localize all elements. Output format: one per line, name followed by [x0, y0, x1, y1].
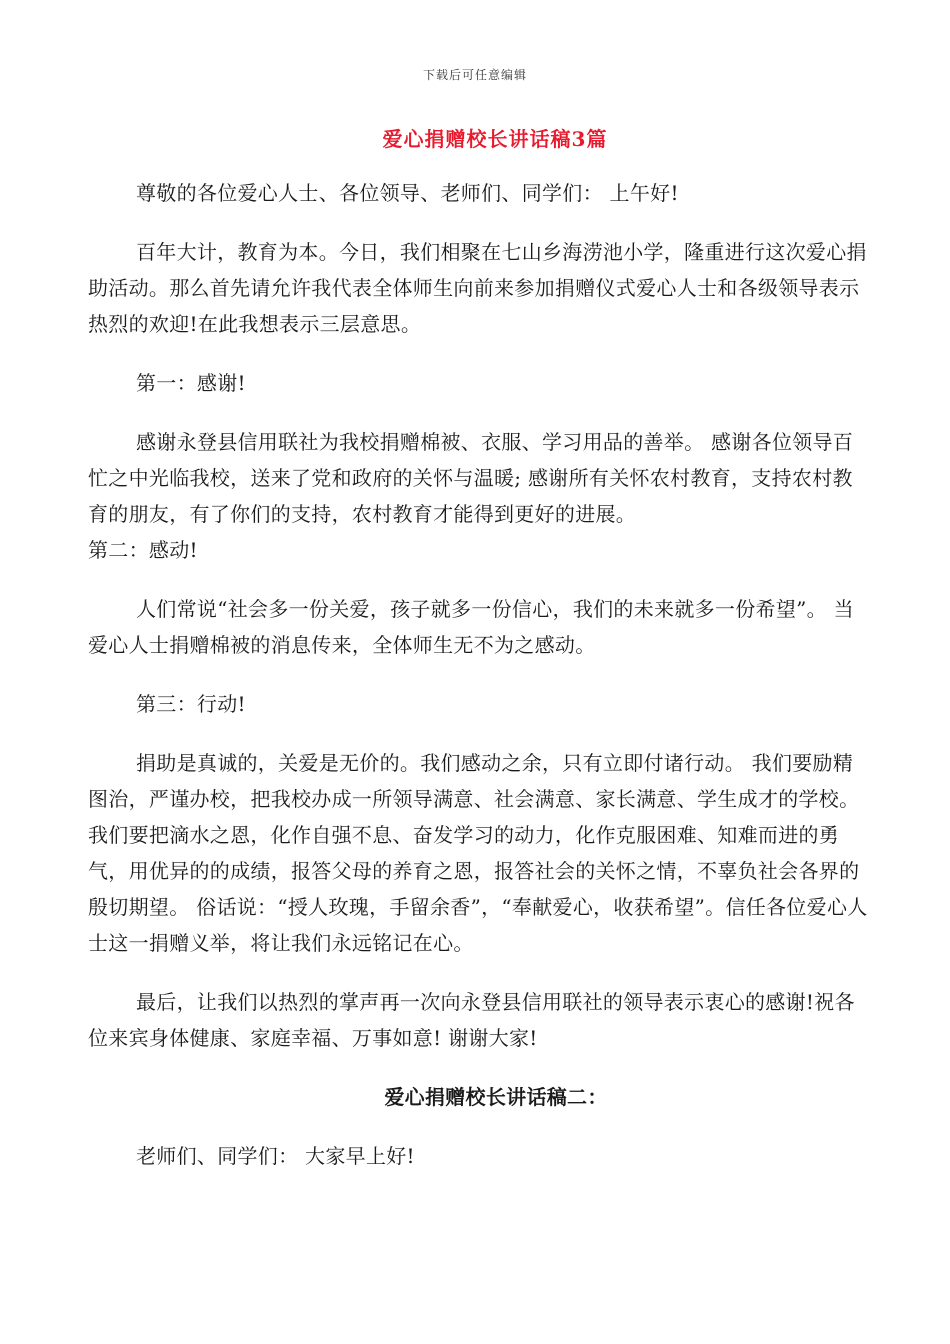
heading-first: 第一：感谢!: [136, 371, 246, 395]
paragraph-intro: 百年大计，教育为本。今日，我们相聚在七山乡海涝池小学，隆重进行这次爱心捐助活动。那么首先请允许我代表全体师生向前来参加捐赠仪式爱心人士和各级领导表示热烈的欢迎!在此我想表示三层意思。: [88, 240, 867, 336]
document-title: 爱心捐赠校长讲话稿3篇: [382, 127, 608, 151]
section-two-title: 爱心捐赠校长讲话稿二：: [384, 1085, 608, 1109]
paragraph-greeting: 尊敬的各位爱心人士、各位领导、老师们、同学们： 上午好!: [136, 181, 679, 205]
heading-second: 第二：感动!: [88, 538, 198, 562]
paragraph-closing: 最后，让我们以热烈的掌声再一次向永登县信用联社的领导表示衷心的感谢!祝各位来宾身体健康、家庭幸福、万事如意! 谢谢大家!: [88, 990, 855, 1050]
heading-third: 第三：行动!: [136, 692, 246, 716]
header-note: 下载后可任意编辑: [422, 68, 527, 82]
paragraph-action: 捐助是真诚的，关爱是无价的。我们感动之余，只有立即付诸行动。 我们要励精图治，严谨办校，把我校办成一所领导满意、社会满意、家长满意、学生成才的学校。 我们要把滴水之恩，化作自强不息、奋发学习的动力，化作克服困难、知难而进的勇气，用优异的的成绩，报答父母的养育之恩，报答社会的关怀之情，不辜负社会各界的殷切期望。 俗话说：“授人玫瑰，手留余香”，“奉献爱心，收获希望”。信任各位爱心人士这一捐赠义举，将让我们永远铭记在心。: [88, 751, 868, 955]
paragraph-thanks: 感谢永登县信用联社为我校捐赠棉被、衣服、学习用品的善举。 感谢各位领导百忙之中光临我校，送来了党和政府的关怀与温暖; 感谢所有关怀农村教育，支持农村教育的朋友，有了你们的支持，农村教育才能得到更好的进展。: [88, 430, 854, 526]
paragraph-moved: 人们常说“社会多一份关爱，孩子就多一份信心，我们的未来就多一份希望”。 当爱心人士捐赠棉被的消息传来，全体师生无不为之感动。: [88, 597, 854, 657]
document-body: [88, 152, 868, 1174]
section-two-greeting: 老师们、同学们： 大家早上好!: [136, 1144, 415, 1168]
